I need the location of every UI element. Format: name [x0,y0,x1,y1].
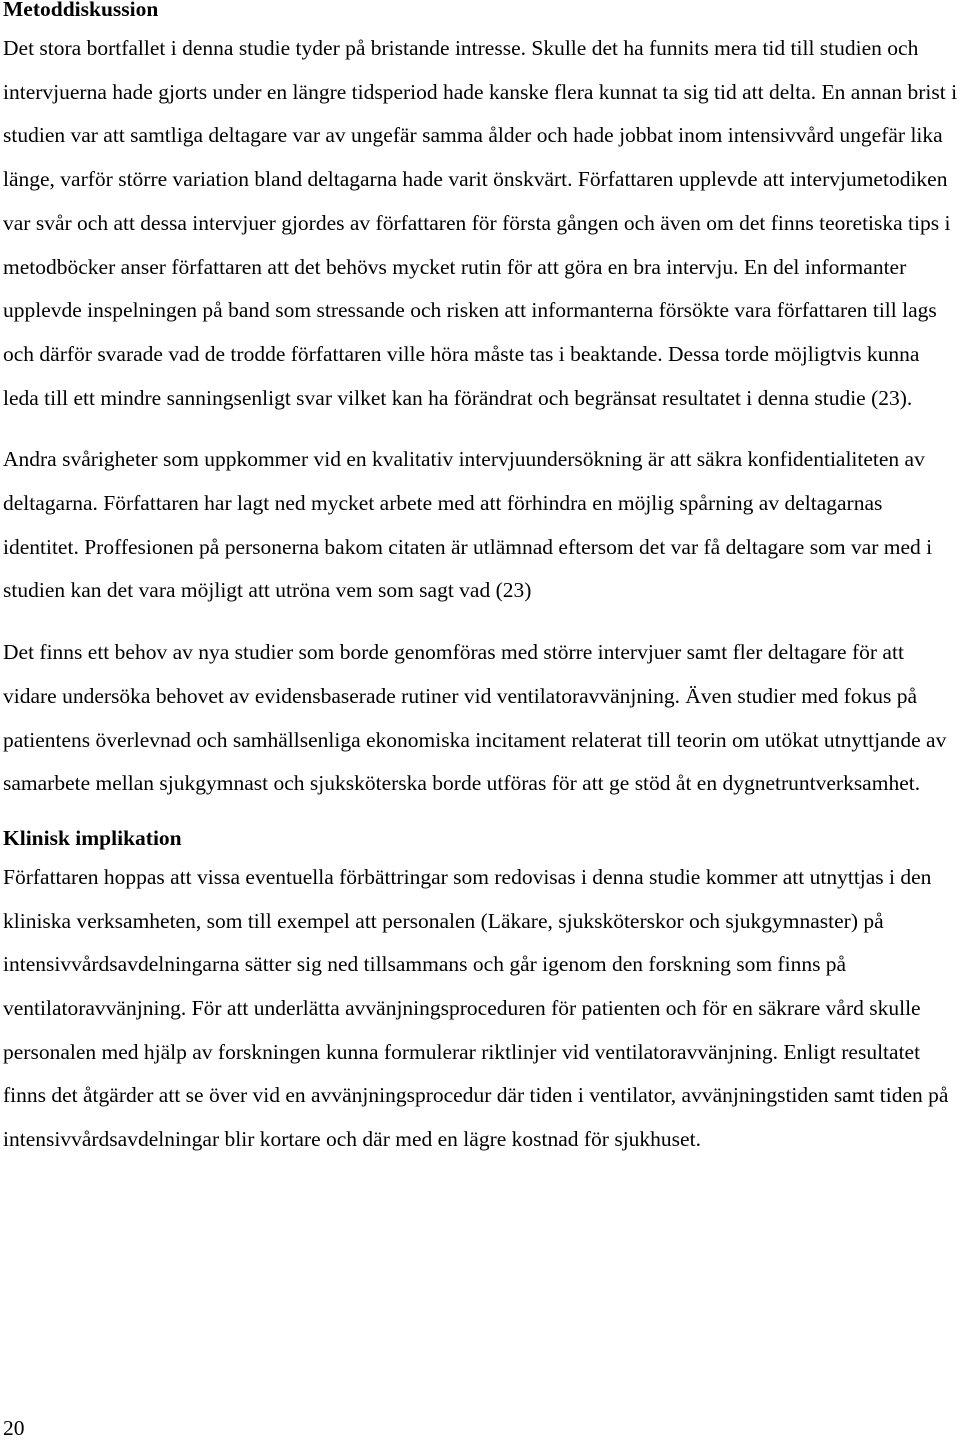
paragraph-metoddiskussion-1: Det stora bortfallet i denna studie tyder på bristande intresse. Skulle det ha funnits mera tid till studien och intervjuerna hade gjorts under en längre tidsperiod hade kanske flera kunnat ta sig tid att delta. En annan brist i studien var att samtliga deltagare var av ungefär samma ålder och hade jobbat inom intensivvård ungefär lika länge, varför större variation bland deltagarna hade varit önskvärt. Författaren upplevde att intervjumetodiken var svår och att dessa intervjuer gjordes av författaren för första gången och även om det finns teoretiska tips i metodböcker anser författaren att det behövs mycket rutin för att göra en bra intervju. En del informanter upplevde inspelningen på band som stressande och risken att informanterna försökte vara författaren till lags och därför svarade vad de trodde författaren ville höra måste tas i beaktande. Dessa torde möjligtvis kunna leda till ett mindre sanningsenligt svar vilket kan ha förändrat och begränsat resultatet i denna studie (23). [3,36,958,410]
document-page [3,0,958,1162]
section-heading-klinisk-implikation: Klinisk implikation [3,825,182,850]
paragraph-metoddiskussion-2: Andra svårigheter som uppkommer vid en kvalitativ intervjuundersökning är att säkra konfidentialiteten av deltagarna. Författaren har lagt ned mycket arbete med att förhindra en möjlig spårning av deltagarnas identitet. Proffesionen på personerna bakom citaten är utlämnad eftersom det var få deltagare som var med i studien kan det vara möjligt att utröna vem som sagt vad (23) [3,447,933,603]
section-heading-metoddiskussion: Metoddiskussion [3,0,159,21]
paragraph-klinisk-implikation-1: Författaren hoppas att vissa eventuella förbättringar som redovisas i denna studie kommer att utnyttjas i den kliniska verksamheten, som till exempel att personalen (Läkare, sjuksköterskor och sjukgymnaster) på intensivvårdsavdelningarna sätter sig ned tillsammans och går igenom den forskning som finns på ventilatoravvänjning. För att underlätta avvänjningsproceduren för patienten och för en säkrare vård skulle personalen med hjälp av forskningen kunna formulerar riktlinjer vid ventilatoravvänjning. Enligt resultatet finns det åtgärder att se över vid en avvänjningsprocedur där tiden i ventilator, avvänjningstiden samt tiden på intensivvårdsavdelningar blir kortare och där med en lägre kostnad för sjukhuset. [3,864,949,1152]
page-number: 20 [3,1416,25,1440]
paragraph-metoddiskussion-3: Det finns ett behov av nya studier som borde genomföras med större intervjuer samt fler deltagare för att vidare undersöka behovet av evidensbaserade rutiner vid ventilatoravvänjning. Även studier med fokus på patientens överlevnad och samhällsenliga ekonomiska incitament relaterat till teorin om utökat utnyttjande av samarbete mellan sjukgymnast och sjuksköterska borde utföras för att ge stöd åt en dygnetruntverksamhet. [3,640,947,796]
